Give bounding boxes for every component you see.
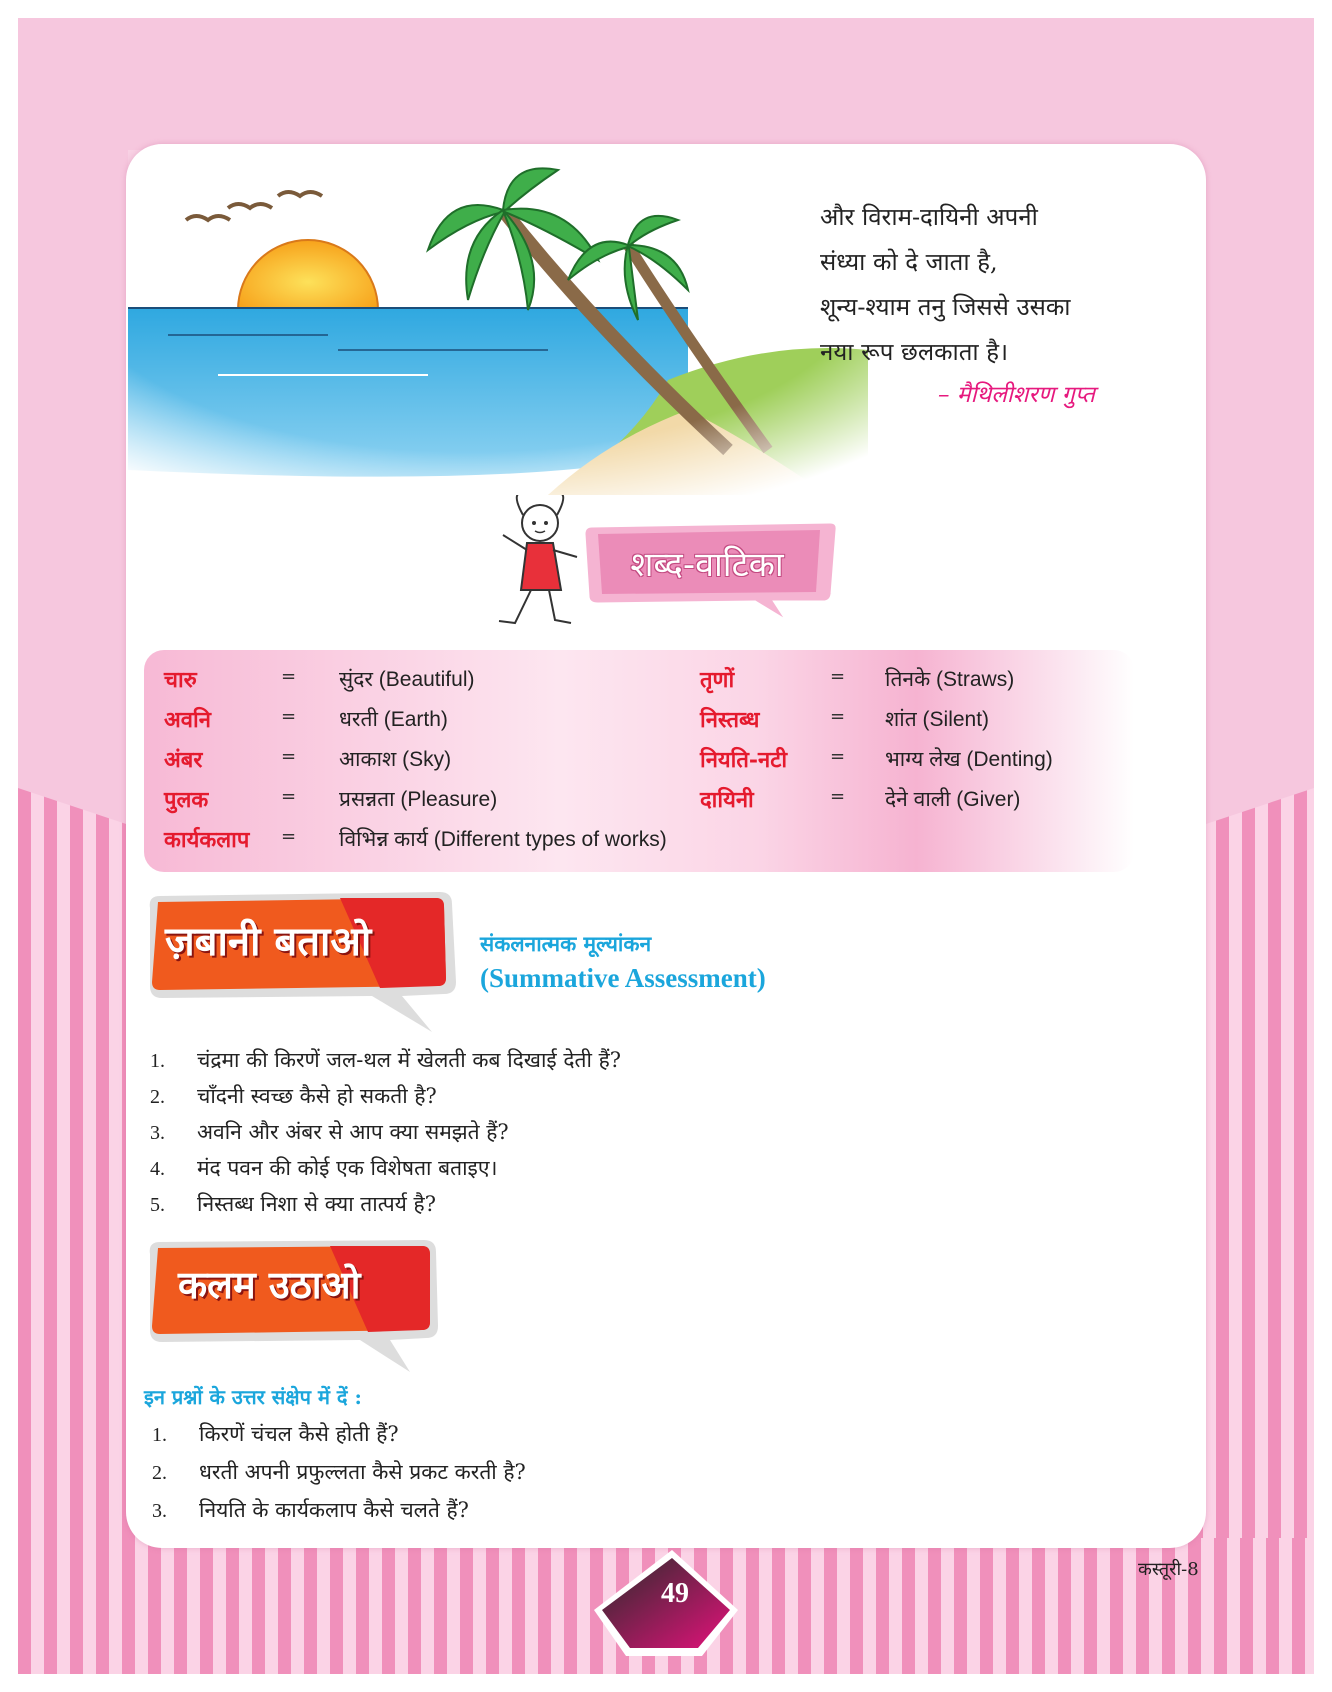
poem-stanza <box>820 195 1150 375</box>
book-label: कस्तूरी-8 <box>1138 1559 1199 1580</box>
equals-sign: = <box>830 706 846 727</box>
vocab-term: अंबर <box>164 747 203 773</box>
question-number: 4. <box>150 1158 165 1180</box>
question-number: 5. <box>150 1194 165 1216</box>
question-number: 1. <box>152 1424 167 1446</box>
question-text: किरणें चंचल कैसे होती हैं? <box>199 1422 399 1446</box>
poet-name: – मैथिलीशरण गुप्त <box>938 382 1095 408</box>
poem-line: और विराम-दायिनी अपनी <box>820 203 1038 231</box>
vocab-meaning: विभिन्न कार्य (Different types of works) <box>339 828 667 851</box>
question-text: मंद पवन की कोई एक विशेषता बताइए। <box>197 1156 498 1180</box>
vocab-meaning: आकाश (Sky) <box>339 748 452 771</box>
equals-sign: = <box>830 746 846 767</box>
vocab-meaning: भाग्य लेख (Denting) <box>885 748 1053 771</box>
vocab-term: पुलक <box>164 787 209 813</box>
poem-line: नया रूप छलकाता है। <box>820 338 1009 366</box>
question-number: 1. <box>150 1050 165 1072</box>
poem-line: शून्य-श्याम तनु जिससे उसका <box>820 293 1071 321</box>
equals-sign: = <box>830 666 846 687</box>
vocab-meaning: सुंदर (Beautiful) <box>339 668 475 691</box>
equals-sign: = <box>281 786 297 807</box>
equals-sign: = <box>281 706 297 727</box>
vocab-term: दायिनी <box>700 787 754 813</box>
vocab-term: तृणों <box>700 667 735 693</box>
sunset-beach-illustration <box>128 150 888 495</box>
oral-section-title: ज़बानी बताओ <box>165 919 372 965</box>
assessment-english-label: (Summative Assessment) <box>480 963 766 993</box>
write-section-title: कलम उठाओ <box>178 1263 361 1307</box>
vocab-meaning: शांत (Silent) <box>885 708 990 731</box>
vocab-term: कार्यकलाप <box>164 827 250 853</box>
vocab-term: चारु <box>164 667 197 693</box>
assessment-hindi-label: संकलनात्मक मूल्यांकन <box>480 931 652 956</box>
equals-sign: = <box>281 826 297 847</box>
vocab-term: नियति-नटी <box>700 747 788 773</box>
question-text: चाँदनी स्वच्छ कैसे हो सकती है? <box>197 1084 437 1108</box>
equals-sign: = <box>281 746 297 767</box>
question-text: अवनि और अंबर से आप क्या समझते हैं? <box>197 1120 509 1144</box>
question-number: 2. <box>150 1086 165 1108</box>
question-text: चंद्रमा की किरणें जल-थल में खेलती कब दिखाई देती हैं? <box>197 1048 622 1072</box>
girl-cartoon-illustration <box>485 495 590 630</box>
question-number: 3. <box>152 1500 167 1522</box>
page-number: 49 <box>661 1578 689 1609</box>
vocab-meaning: धरती (Earth) <box>339 708 448 731</box>
vocab-meaning: प्रसन्नता (Pleasure) <box>339 788 498 811</box>
poem-line: संध्या को दे जाता है, <box>820 248 998 276</box>
write-instruction: इन प्रश्नों के उत्तर संक्षेप में दें : <box>144 1385 362 1409</box>
vocab-meaning: देने वाली (Giver) <box>885 788 1021 811</box>
question-text: धरती अपनी प्रफुल्लता कैसे प्रकट करती है? <box>199 1460 526 1484</box>
question-text: निस्तब्ध निशा से क्या तात्पर्य है? <box>197 1192 436 1216</box>
equals-sign: = <box>281 666 297 687</box>
question-number: 3. <box>150 1122 165 1144</box>
vocab-term: निस्तब्ध <box>700 707 760 733</box>
equals-sign: = <box>830 786 846 807</box>
vocab-term: अवनि <box>164 707 211 733</box>
vocab-section-title: शब्द-वाटिका <box>630 545 784 585</box>
vocab-meaning: तिनके (Straws) <box>885 668 1015 691</box>
question-number: 2. <box>152 1462 167 1484</box>
question-text: नियति के कार्यकलाप कैसे चलते हैं? <box>199 1498 469 1522</box>
